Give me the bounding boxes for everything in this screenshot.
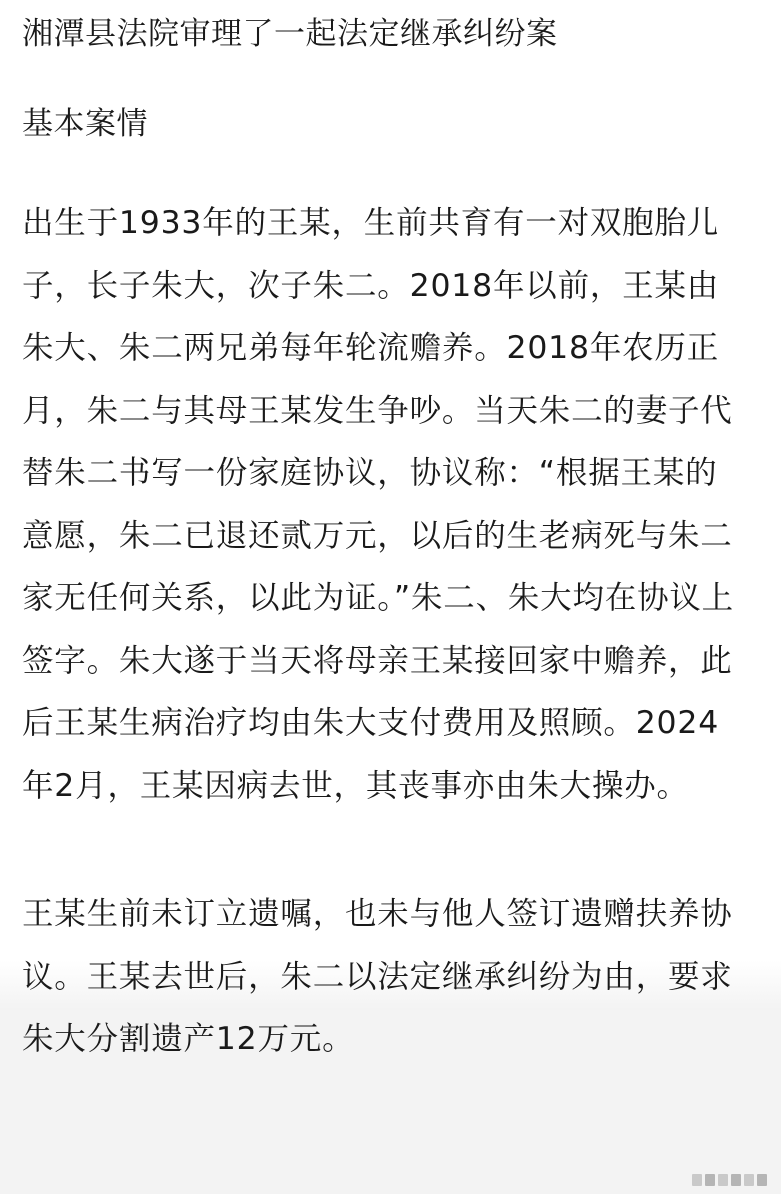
case-paragraph-2: 王某生前未订立遗嘱，也未与他人签订遗赠扶养协议。王某去世后，朱二以法定继承纠纷为由，要求朱大分割遗产12万元。 — [22, 896, 733, 1057]
article-title: 湘潭县法院审理了一起法定继承纠纷案 — [22, 16, 558, 52]
watermark-logo — [692, 1174, 767, 1186]
case-paragraph-1: 出生于1933年的王某，生前共育有一对双胞胎儿子，长子朱大，次子朱二。2018年以前，王某由朱大、朱二两兄弟每年轮流赡养。2018年农历正月，朱二与其母王某发生争吵。当天朱二的妻子代替朱二书写一份家庭协议，协议称：“根据王某的意愿，朱二已退还贰万元，以后的生老病死与朱二家无任何关系，以此为证。”朱二、朱大均在协议上签字。朱大遂于当天将母亲王某接回家中赡养，此后王某生病治疗均由朱大支付费用及照顾。2024年2月，王某因病去世，其丧事亦由朱大操办。 — [22, 205, 734, 804]
section-title: 基本案情 — [22, 106, 148, 142]
article-body — [22, 8, 740, 1071]
